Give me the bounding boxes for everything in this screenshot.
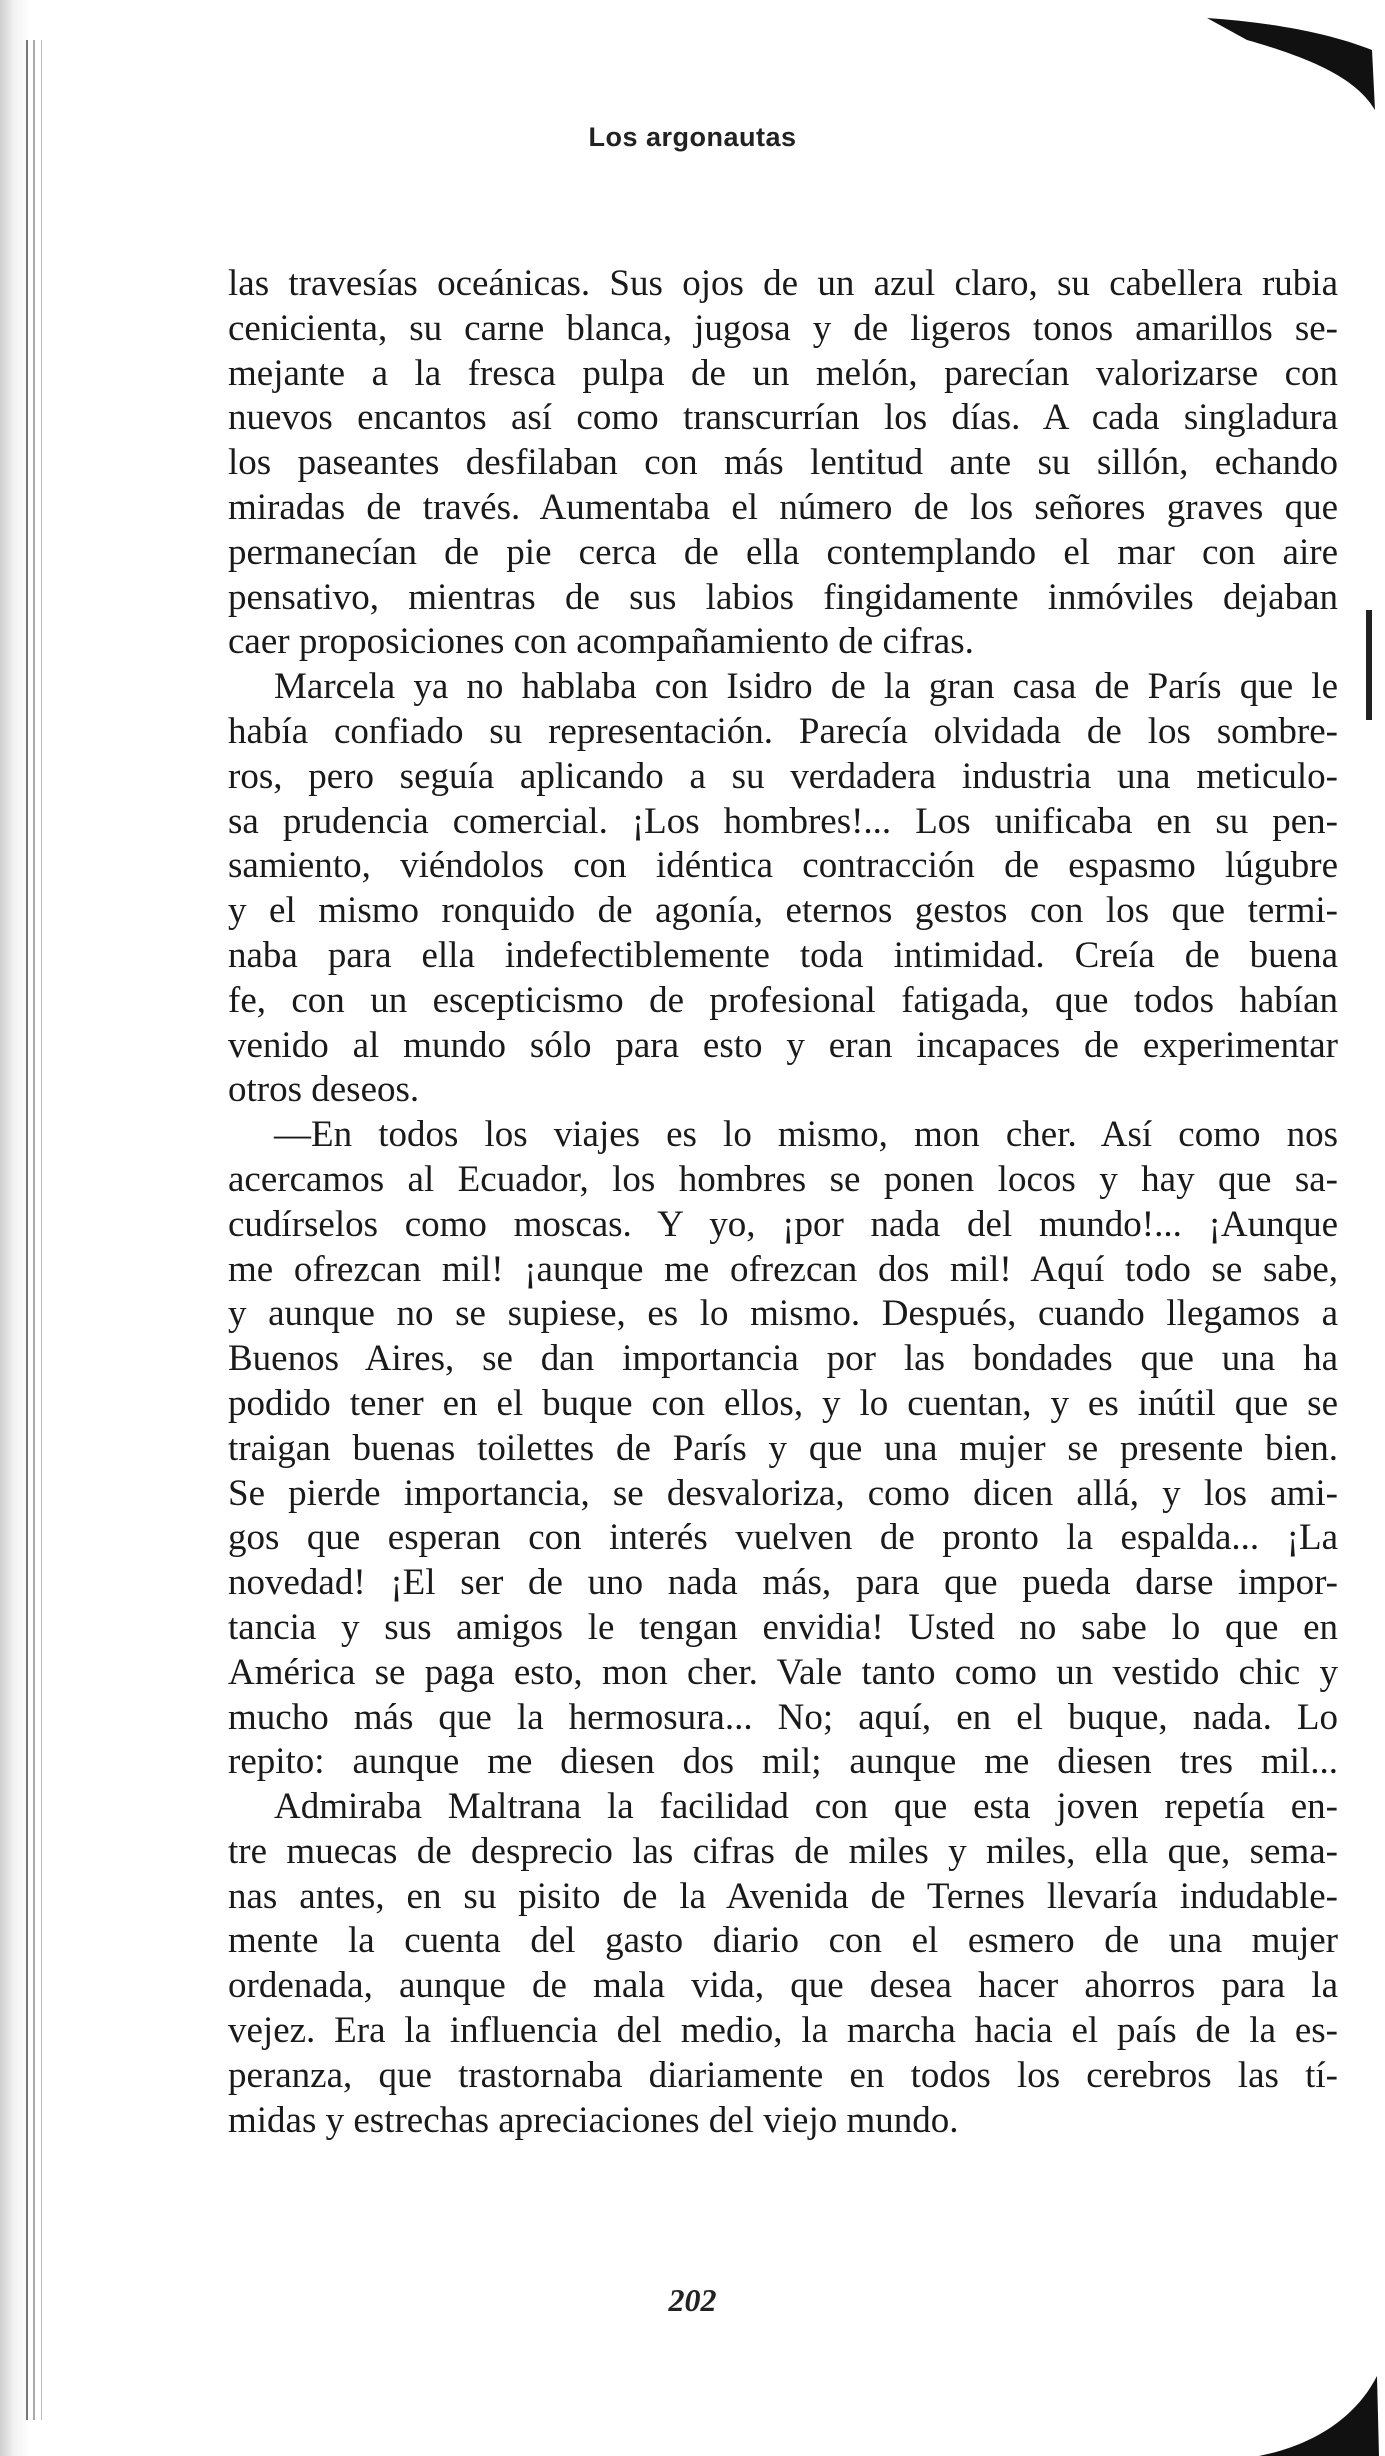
text-line: nuevos encantos así como transcurrían los días. A cada singladura <box>228 397 1338 439</box>
scan-margin-mark <box>1366 610 1372 720</box>
text-line: samiento, viéndolos con idéntica contracción de espasmo lúgubre <box>228 845 1338 887</box>
text-line: Buenos Aires, se dan importancia por las bondades que una ha <box>228 1338 1338 1380</box>
text-line: los paseantes desfilaban con más lentitud ante su sillón, echando <box>228 442 1338 484</box>
text-line: podido tener en el buque con ellos, y lo cuentan, y es inútil que se <box>228 1382 1338 1424</box>
text-line: las travesías oceánicas. Sus ojos de un azul claro, su cabellera rubia <box>228 263 1338 304</box>
text-line: gos que esperan con interés vuelven de pronto la espalda... ¡La <box>228 1517 1338 1559</box>
binding-line <box>33 40 35 2420</box>
text-line: traigan buenas toilettes de París y que una mujer se presente bien. <box>228 1427 1338 1469</box>
text-line: cenicienta, su carne blanca, jugosa y de ligeros tonos amarillos se- <box>228 307 1338 349</box>
text-line: caer proposiciones con acompañamiento de cifras. <box>228 621 974 663</box>
text-line: y aunque no se supiese, es lo mismo. Después, cuando llegamos a <box>228 1293 1338 1335</box>
text-line: mucho más que la hermosura... No; aquí, en el buque, nada. Lo <box>228 1696 1338 1738</box>
text-line: vejez. Era la influencia del medio, la marcha hacia el país de la es- <box>228 2010 1338 2052</box>
text-line: peranza, que trastornaba diariamente en todos los cerebros las tí- <box>228 2054 1338 2096</box>
page-curl-bottom-icon <box>1259 2366 1379 2456</box>
text-line: repito: aunque me diesen dos mil; aunque me diesen tres mil... <box>228 1741 1338 1783</box>
text-line: sa prudencia comercial. ¡Los hombres!... Los unificaba en su pen- <box>228 800 1338 842</box>
text-line: venido al mundo sólo para esto y eran incapaces de experimentar <box>228 1024 1338 1066</box>
text-line: —En todos los viajes es lo mismo, mon cher. Así como nos <box>274 1114 1338 1156</box>
binding-line <box>41 40 42 2420</box>
text-line: midas y estrechas apreciaciones del viejo mundo. <box>228 2099 959 2141</box>
text-line: tre muecas de desprecio las cifras de miles y miles, ella que, sema- <box>228 1830 1338 1872</box>
text-line: ros, pero seguía aplicando a su verdadera industria una meticulo- <box>228 755 1338 797</box>
text-line: y el mismo ronquido de agonía, eternos gestos con los que termi- <box>228 890 1338 932</box>
text-line: América se paga esto, mon cher. Vale tanto como un vestido chic y <box>228 1651 1338 1693</box>
running-title: Los argonautas <box>588 122 797 152</box>
text-line: miradas de través. Aumentaba el número de los señores graves que <box>228 486 1338 528</box>
page-number: 202 <box>668 2282 717 2318</box>
text-line: mejante a la fresca pulpa de un melón, parecían valorizarse con <box>228 352 1338 394</box>
text-line: naba para ella indefectiblemente toda intimidad. Creía de buena <box>228 934 1338 976</box>
text-line: cudírselos como moscas. Y yo, ¡por nada del mundo!... ¡Aunque <box>228 1203 1338 1245</box>
text-line: pensativo, mientras de sus labios fingidamente inmóviles dejaban <box>228 576 1338 618</box>
text-line: novedad! ¡El ser de uno nada más, para que pueda darse impor- <box>228 1562 1338 1604</box>
text-line: Marcela ya no hablaba con Isidro de la gran casa de París que le <box>274 666 1338 708</box>
binding-shadow <box>0 0 60 2456</box>
text-line: tancia y sus amigos le tengan envidia! Usted no sabe lo que en <box>228 1606 1338 1648</box>
text-line: otros deseos. <box>228 1069 420 1111</box>
text-line: permanecían de pie cerca de ella contemplando el mar con aire <box>228 531 1338 573</box>
body-text <box>228 262 1338 2143</box>
text-line: Admiraba Maltrana la facilidad con que esta joven repetía en- <box>274 1786 1338 1828</box>
text-line: había confiado su representación. Parecía olvidada de los sombre- <box>228 710 1338 752</box>
text-line: acercamos al Ecuador, los hombres se ponen locos y hay que sa- <box>228 1158 1338 1200</box>
text-line: mente la cuenta del gasto diario con el esmero de una mujer <box>228 1920 1338 1962</box>
text-line: ordenada, aunque de mala vida, que desea hacer ahorros para la <box>228 1965 1338 2007</box>
text-line: Se pierde importancia, se desvaloriza, como dicen allá, y los ami- <box>228 1472 1338 1514</box>
text-line: me ofrezcan mil! ¡aunque me ofrezcan dos mil! Aquí todo se sabe, <box>228 1248 1338 1290</box>
text-line: nas antes, en su pisito de la Avenida de Ternes llevaría indudable- <box>228 1875 1338 1917</box>
text-line: fe, con un escepticismo de profesional fatigada, que todos habían <box>228 979 1338 1021</box>
page-curl-top-icon <box>1207 10 1377 120</box>
binding-line <box>26 40 28 2420</box>
